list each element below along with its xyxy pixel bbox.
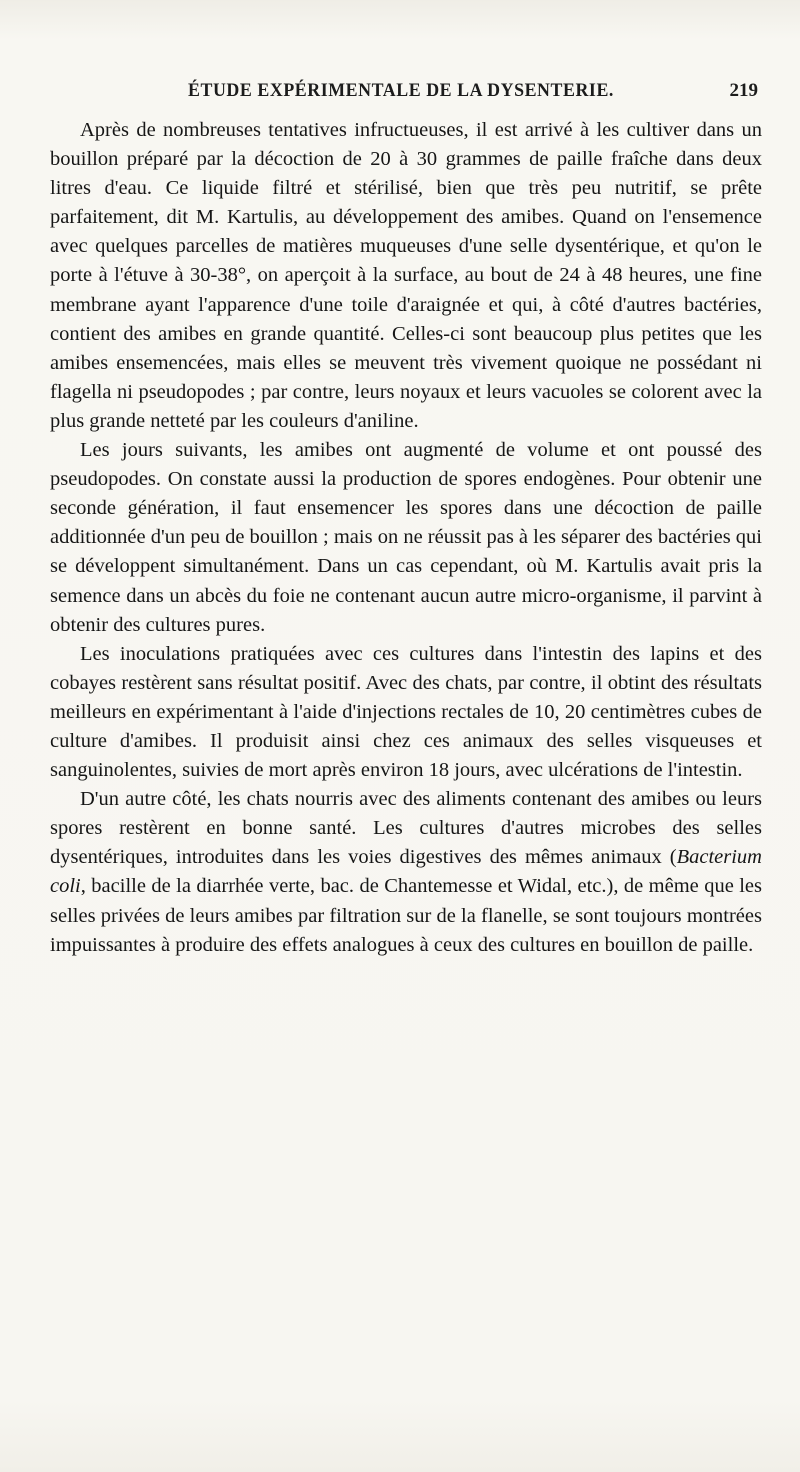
running-title: ÉTUDE EXPÉRIMENTALE DE LA DYSENTERIE. [188, 80, 614, 101]
paragraph-4-text-before: D'un autre côté, les chats nourris avec des aliments contenant des amibes ou leurs spores restèrent en bonne santé. Les cultures d'autres microbes des selles dysentériques, introduites dans les voies digestives des mêmes animaux ( [50, 788, 762, 869]
paragraph-4 [50, 785, 762, 960]
body-text [50, 116, 762, 960]
paragraph-4-italic-term: Bacterium coli [50, 846, 762, 898]
paragraph-2: Les jours suivants, les amibes ont augmenté de volume et ont poussé des pseudopodes. On constate aussi la production de spores endogènes. Pour obtenir une seconde génération, il faut ensemencer les spores dans une décoction de paille additionnée d'un peu de bouillon ; mais on ne réussit pas à les séparer des bactéries qui se développent simultanément. Dans un cas cependant, où M. Kartulis avait pris la semence dans un abcès du foie ne contenant aucun autre micro-organisme, il parvint à obtenir des cultures pures. [50, 439, 762, 636]
paragraph-1: Après de nombreuses tentatives infructueuses, il est arrivé à les cultiver dans un bouillon préparé par la décoction de 20 à 30 grammes de paille fraîche dans deux litres d'eau. Ce liquide filtré et stérilisé, bien que très peu nutritif, se prête parfaitement, dit M. Kartulis, au développement des amibes. Quand on l'ensemence avec quelques parcelles de matières muqueuses d'une selle dysentérique, et qu'on le porte à l'étuve à 30-38°, on aperçoit à la surface, au bout de 24 à 48 heures, une fine membrane ayant l'apparence d'une toile d'araignée et qui, à côté d'autres bactéries, contient des amibes en grande quantité. Celles-ci sont beaucoup plus petites que les amibes ensemencées, mais elles se meuvent très vivement quoique ne possédant ni flagella ni pseudopodes ; par contre, leurs noyaux et leurs vacuoles se colorent avec la plus grande netteté par les couleurs d'aniline. [50, 119, 762, 432]
paragraph-4-text-after: , bacille de la diarrhée verte, bac. de Chantemesse et Widal, etc.), de même que les selles privées de leurs amibes par filtration sur de la flanelle, se sont toujours montrées impuissantes à produire des effets analogues à ceux des cultures en bouillon de paille. [50, 875, 762, 956]
page-header [50, 80, 762, 106]
paragraph-3: Les inoculations pratiquées avec ces cultures dans l'intestin des lapins et des cobayes restèrent sans résultat positif. Avec des chats, par contre, il obtint des résultats meilleurs en expérimentant à l'aide d'injections rectales de 10, 20 centimètres cubes de culture d'amibes. Il produisit ainsi chez ces animaux des selles visqueuses et sanguinolentes, suivies de mort après environ 18 jours, avec ulcérations de l'intestin. [50, 642, 762, 782]
page-number: 219 [729, 80, 758, 101]
